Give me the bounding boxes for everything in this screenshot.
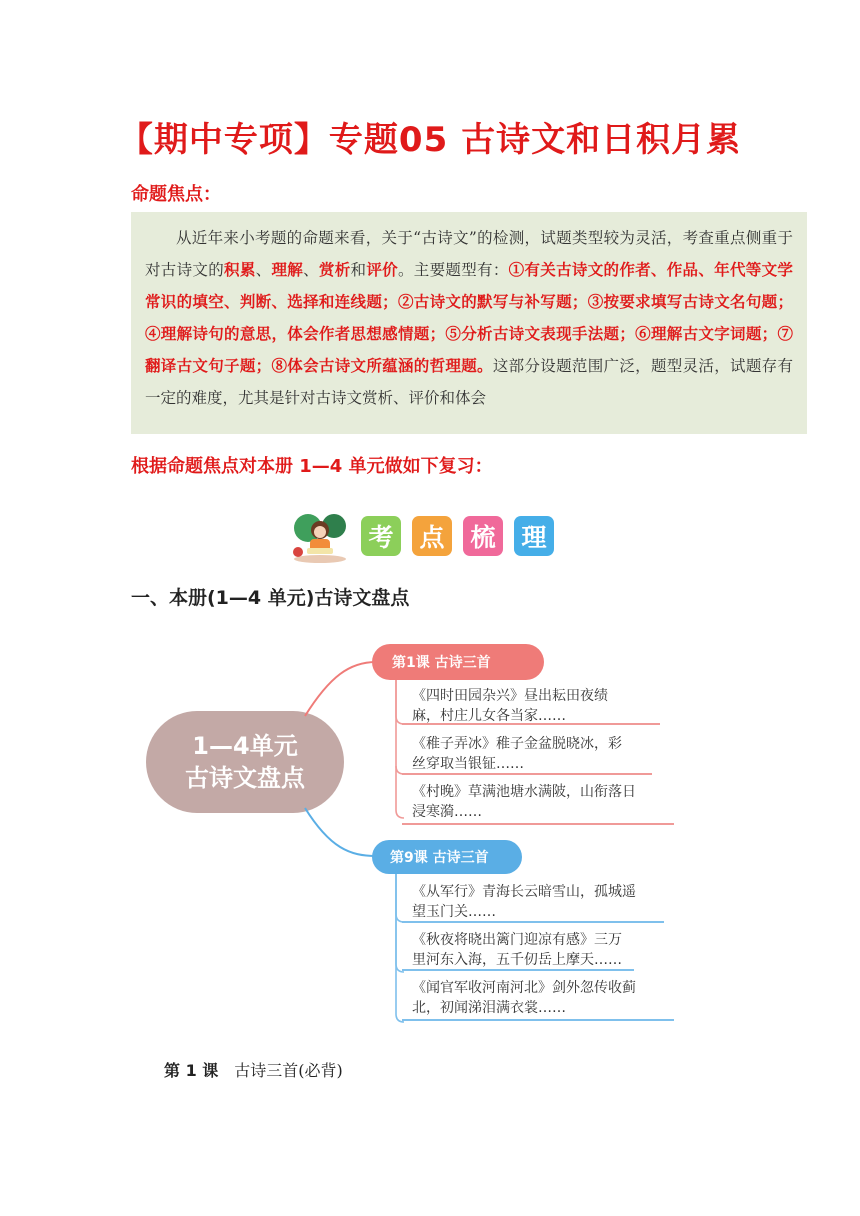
branch1-label: 第1课 古诗三首 (392, 655, 491, 671)
mindmap (140, 636, 680, 1028)
lesson1-heading (164, 1058, 343, 1081)
lesson1-number: 第 1 课 (164, 1061, 219, 1080)
branch2-label: 第9课 古诗三首 (390, 850, 489, 866)
mindmap-center-label (146, 730, 344, 794)
focus-part-8: 。主要题型有： (397, 261, 509, 279)
focus-part-0: 从近年来小考题的命题来看，关于“古诗文”的检测，试题类型较为灵活，考查重点侧重于对古诗文的 (145, 229, 793, 279)
branch1-item-3: 《村晚》草满池塘水满陂，山衔落日 浸寒漪…… (412, 784, 636, 820)
center-line2: 古诗文盘点 (185, 764, 305, 792)
section1-heading: 一、本册(1—4 单元)古诗文盘点 (131, 587, 410, 609)
focus-part-7: 评价 (366, 260, 398, 279)
page-title: 【期中专项】专题05 古诗文和日积月累 (118, 120, 742, 160)
kaodian-banner (290, 508, 554, 564)
branch2-item-2: 《秋夜将晓出篱门迎凉有感》三万 里河东入海，五千仞岳上摩天…… (412, 932, 622, 968)
badge-li: 理 (514, 516, 554, 556)
focus-part-6: 和 (350, 261, 367, 279)
badge-dian: 点 (412, 516, 452, 556)
focus-part-3: 理解 (271, 260, 304, 279)
focus-box (131, 212, 807, 434)
focus-part-1: 积累 (224, 260, 256, 279)
focus-part-5: 赏析 (318, 260, 351, 279)
focus-part-4: 、 (303, 261, 319, 279)
branch1-item-1: 《四时田园杂兴》昼出耘田夜绩 麻，村庄儿女各当家…… (412, 688, 608, 724)
focus-part-2: 、 (255, 261, 272, 279)
lesson1-title: 古诗三首(必背) (218, 1061, 343, 1080)
center-line1: 1—4单元 (192, 732, 298, 760)
focus-paragraph (145, 222, 793, 414)
badge-kao: 考 (361, 516, 401, 556)
branch2-item-3: 《闻官军收河南河北》剑外忽传收蓟 北，初闻涕泪满衣裳…… (412, 980, 636, 1016)
badge-shu: 梳 (463, 516, 503, 556)
focus-part-10: 这部分设题范围广泛，题型灵活，试题存有一定的难度，尤其是针对古诗文赏析、评价和体会 (145, 357, 793, 407)
focus-part-9: ①有关古诗文的作者、作品、年代等文学常识的填空、判断、选择和连线题；②古诗文的默写与补写题；③按要求填写古诗文名句题；④理解诗句的意思，体会作者思想感情题；⑤分析古诗文表现手法题；⑥理解古文字词题；⑦翻译古文句子题；⑧体会古诗文所蕴涵的哲理题。 (145, 260, 793, 375)
branch2-item-1: 《从军行》青海长云暗雪山，孤城遥 望玉门关…… (412, 884, 636, 920)
branch1-item-2: 《稚子弄冰》稚子金盆脱晓冰，彩 丝穿取当银钲…… (412, 736, 622, 772)
focus-heading: 命题焦点： (131, 184, 221, 205)
review-heading: 根据命题焦点对本册 1—4 单元做如下复习： (131, 456, 493, 477)
girl-reading-icon (290, 508, 350, 564)
